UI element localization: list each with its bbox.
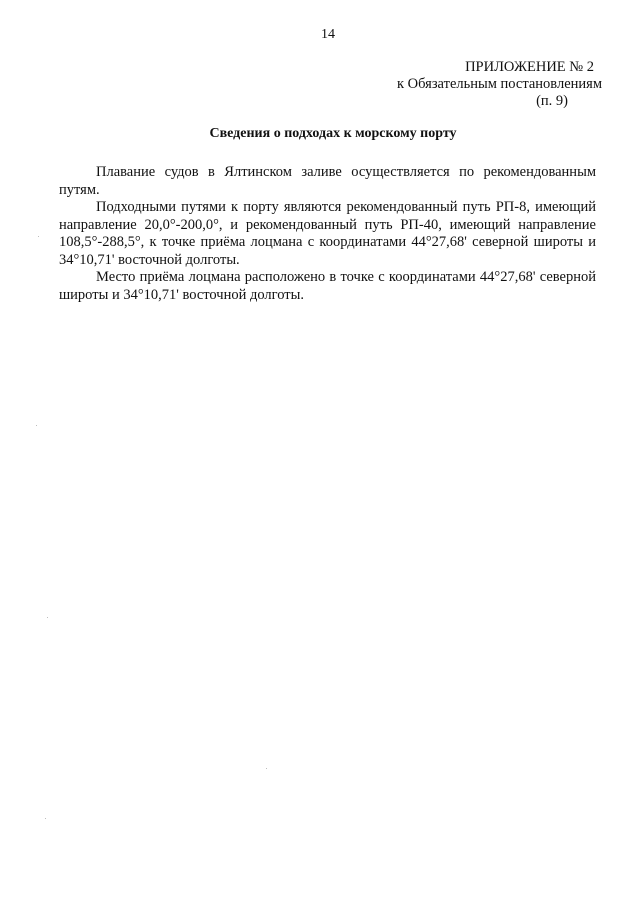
- appendix-subtitle: к Обязательным постановлениям: [397, 76, 602, 92]
- scan-speck: [266, 768, 267, 769]
- document-title: Сведения о подходах к морскому порту: [209, 126, 457, 141]
- paragraph-approach-routes: Подходными путями к порту являются рекомендованный путь РП-8, имеющий направление 20,0°-200,0°, и рекомендованный путь РП-40, имеющий направление 108,5°-288,5°, к точке приёма лоцмана с координатами 44°27,68' северной широты и 34°10,71' восточной долготы.: [59, 199, 596, 268]
- document-body: [59, 164, 596, 304]
- scan-speck: [47, 617, 48, 618]
- scan-speck: [45, 818, 46, 819]
- appendix-clause-reference: (п. 9): [536, 93, 568, 109]
- page-number: 14: [321, 27, 335, 42]
- appendix-title: ПРИЛОЖЕНИЕ № 2: [465, 59, 594, 75]
- paragraph-pilot-boarding: Место приёма лоцмана расположено в точке с координатами 44°27,68' северной широты и 34°10,71' восточной долготы.: [59, 269, 596, 303]
- appendix-header: [397, 59, 602, 110]
- scan-speck: [36, 425, 37, 426]
- paragraph-navigation: Плавание судов в Ялтинском заливе осуществляется по рекомендованным путям.: [59, 164, 596, 198]
- scan-speck: [38, 236, 39, 237]
